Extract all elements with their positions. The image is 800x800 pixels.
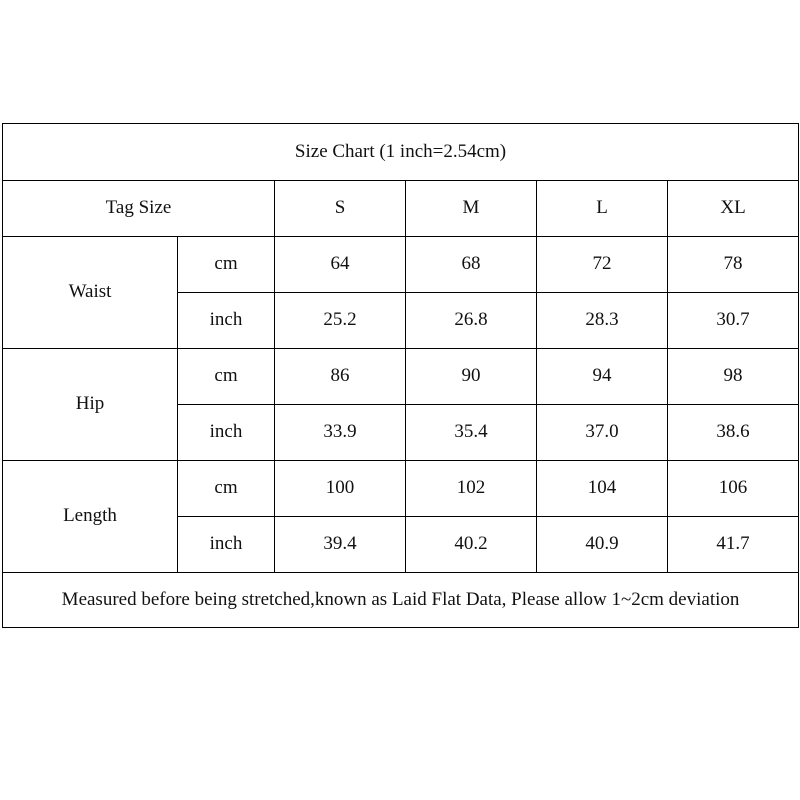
measure-label-length: Length xyxy=(3,461,178,573)
measure-label-waist: Waist xyxy=(3,237,178,349)
title-row xyxy=(3,124,799,181)
unit-label-inch: inch xyxy=(178,405,275,461)
header-row xyxy=(3,181,799,237)
table-row-waist-cm xyxy=(3,237,799,293)
table-cell: 38.6 xyxy=(668,405,799,461)
table-cell: 37.0 xyxy=(537,405,668,461)
table-cell: 30.7 xyxy=(668,293,799,349)
table-cell: 39.4 xyxy=(275,517,406,573)
table-cell: 72 xyxy=(537,237,668,293)
table-row-hip-cm xyxy=(3,349,799,405)
table-cell: 104 xyxy=(537,461,668,517)
table-cell: 86 xyxy=(275,349,406,405)
size-header-s: S xyxy=(275,181,406,237)
table-cell: 98 xyxy=(668,349,799,405)
unit-label-cm: cm xyxy=(178,237,275,293)
table-cell: 26.8 xyxy=(406,293,537,349)
table-cell: 25.2 xyxy=(275,293,406,349)
size-chart-table xyxy=(2,123,799,628)
footer-row xyxy=(3,573,799,628)
unit-label-inch: inch xyxy=(178,293,275,349)
measurement-note: Measured before being stretched,known as Laid Flat Data, Please allow 1~2cm deviation xyxy=(3,573,799,628)
table-cell: 40.2 xyxy=(406,517,537,573)
table-row-length-cm xyxy=(3,461,799,517)
table-cell: 90 xyxy=(406,349,537,405)
table-cell: 40.9 xyxy=(537,517,668,573)
size-header-xl: XL xyxy=(668,181,799,237)
table-cell: 106 xyxy=(668,461,799,517)
measure-label-hip: Hip xyxy=(3,349,178,461)
table-cell: 28.3 xyxy=(537,293,668,349)
table-cell: 94 xyxy=(537,349,668,405)
tag-size-header: Tag Size xyxy=(3,181,275,237)
table-cell: 100 xyxy=(275,461,406,517)
size-header-m: M xyxy=(406,181,537,237)
unit-label-cm: cm xyxy=(178,461,275,517)
table-cell: 33.9 xyxy=(275,405,406,461)
table-cell: 102 xyxy=(406,461,537,517)
chart-title: Size Chart (1 inch=2.54cm) xyxy=(3,124,799,181)
unit-label-cm: cm xyxy=(178,349,275,405)
table-cell: 68 xyxy=(406,237,537,293)
unit-label-inch: inch xyxy=(178,517,275,573)
table-cell: 64 xyxy=(275,237,406,293)
table-cell: 35.4 xyxy=(406,405,537,461)
table-cell: 41.7 xyxy=(668,517,799,573)
table-cell: 78 xyxy=(668,237,799,293)
size-header-l: L xyxy=(537,181,668,237)
